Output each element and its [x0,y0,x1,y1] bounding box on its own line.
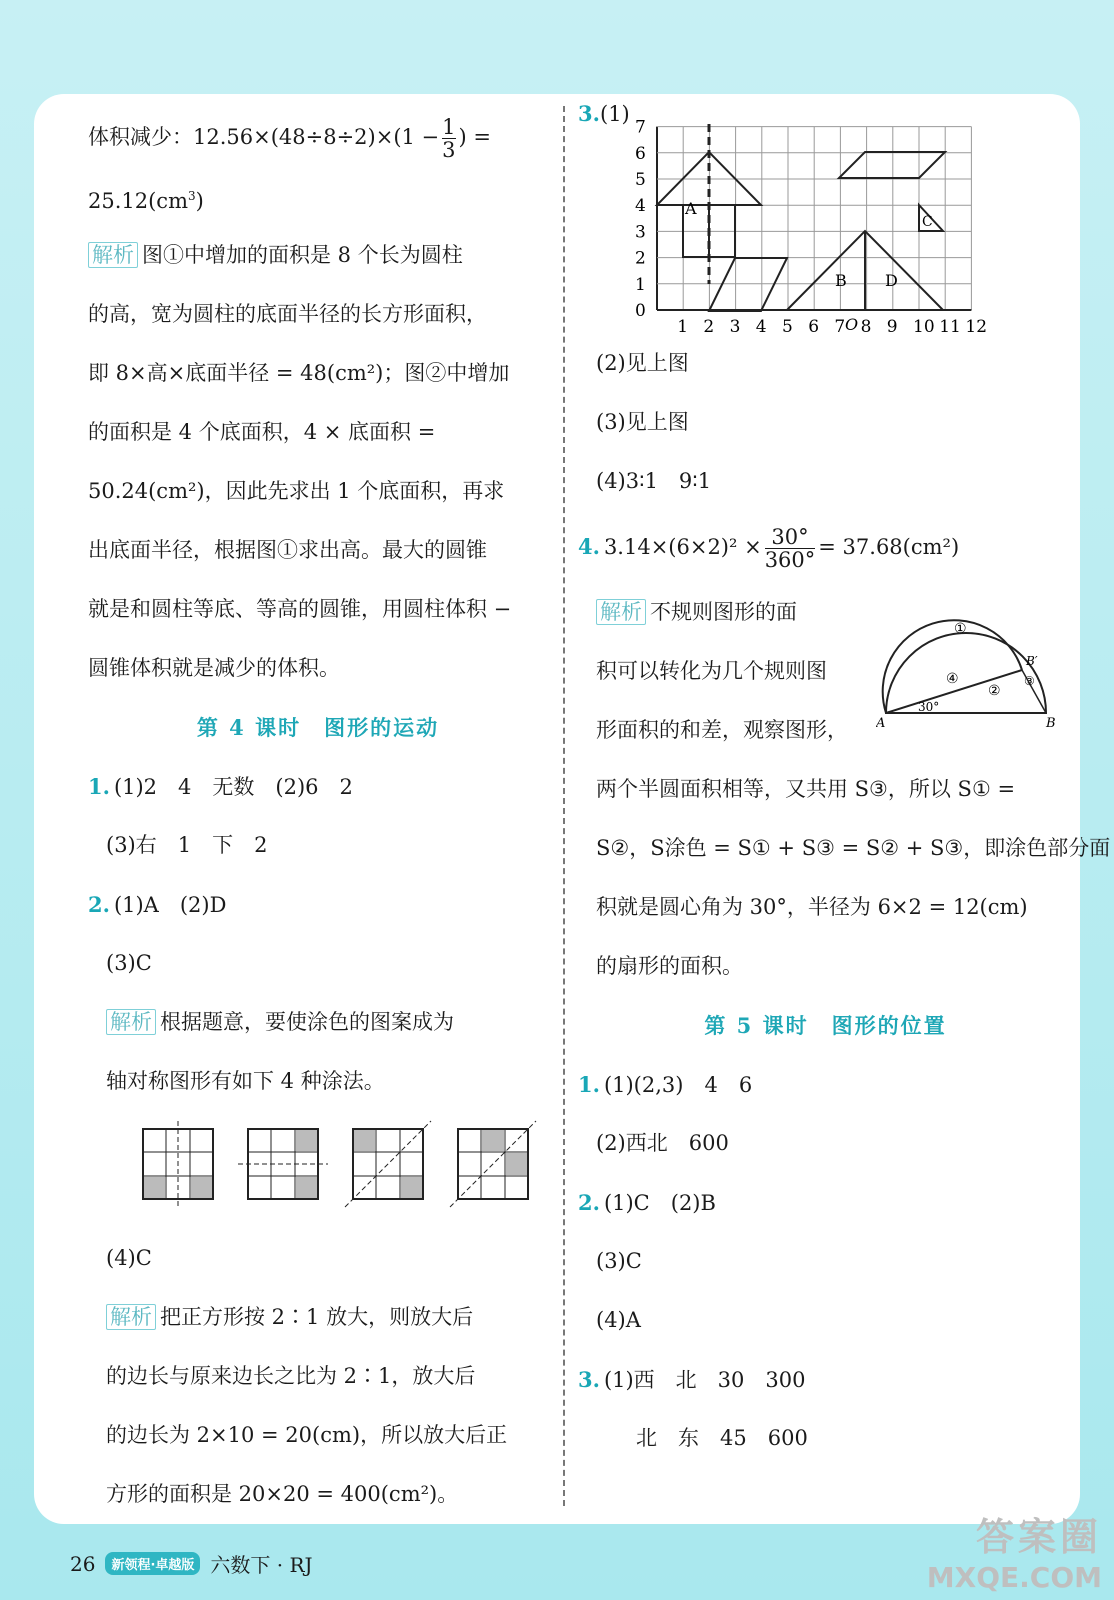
answer-4: 4. 3.14×(6×2)² × $\frac{30^\circ}{360^\circ}$ = 37.68(cm²) [578,525,960,572]
label-a: A [685,199,697,218]
analysis-line: 积可以转化为几个规则图 [596,659,827,683]
page-footer [70,1549,313,1578]
analysis-line: 的边长与原来边长之比为 2∶1，放大后 [106,1364,476,1388]
analysis-line: 积就是圆心角为 30°，半径为 6×2 = 12(cm) [596,895,1028,919]
label-d: D [885,271,898,290]
analysis-tag: 解析 [596,599,646,625]
analysis-line: 解析 把正方形按 2∶1 放大，则放大后 [88,1288,548,1347]
grid-figures [88,1111,548,1229]
answer-line: (4)3∶1 9∶1 [596,469,712,493]
svg-text:A: A [876,716,886,731]
grid-pattern-2 [238,1129,328,1199]
analysis-line: 的扇形的面积。 [596,954,743,978]
coordinate-figure: 3. (1) A C B D O 1 2 3 4 5 6 7 8 9 10 11 12 0 1 2 3 4 5 6 7 [578,94,1073,334]
svg-text:30°: 30° [918,700,940,714]
brand-badge: 新领程·卓越版 [105,1552,200,1575]
analysis-line: 形面积的和差，观察图形， [596,718,848,742]
analysis-line: 解析 图①中增加的面积是 8 个长为圆柱 [88,226,548,285]
analysis-line: 就是和圆柱等底、等高的圆锥，用圆柱体积 − [88,597,512,621]
left-column [88,108,548,1524]
x-tick-label: 7 [834,317,846,334]
y-tick-label: 4 [635,196,646,217]
answer-line: (3)C [106,951,152,975]
watermark: 答案圈 MXQE.COM [926,1515,1102,1594]
analysis-tag: 解析 [106,1009,156,1035]
svg-text:④: ④ [946,671,959,687]
svg-text:②: ② [988,683,1001,699]
answer-line: (3)见上图 [596,410,689,434]
label-o: O [845,315,859,334]
grid-pattern-4 [450,1121,536,1207]
answer-line: (3)C [596,1249,642,1273]
y-tick-label: 2 [635,248,646,269]
analysis-line: 的高，宽为圆柱的底面半径的长方形面积， [88,302,487,326]
section-heading: 第 4 课时 图形的运动 [196,715,440,740]
right-column [578,94,1111,1468]
answer-line: 北 东 45 600 [636,1426,808,1450]
answer-p3: 3. (1)西 北 30 300 [578,1367,806,1392]
analysis-line: 圆锥体积就是减少的体积。 [88,656,340,680]
answer-p1: 1. (1)(2,3) 4 6 [578,1072,753,1097]
x-tick-label: 5 [782,317,793,334]
semicircle-analysis [578,583,1073,760]
analysis-line: 两个半圆面积相等，又共用 S③，所以 S① = [596,777,1016,801]
analysis-line: 出底面半径，根据图①求出高。最大的圆锥 [88,538,487,562]
x-tick-label: 12 [965,317,988,334]
svg-text:B′: B′ [1026,654,1038,668]
volume-result: $25.12(cm^3)$ [88,189,204,213]
x-tick-label: 9 [886,317,898,334]
grid-pattern-3 [345,1121,431,1207]
svg-text:③: ③ [1024,674,1035,688]
answer-line: (4)A [596,1308,641,1332]
analysis-line: 解析 不规则图形的面 [578,583,1073,642]
answer-2: 2. (1)A (2)D [88,892,227,917]
x-tick-label: 8 [860,317,872,334]
y-tick-label: 6 [635,143,646,164]
column-divider [563,106,565,1506]
answer-p2: 2. (1)C (2)B [578,1190,716,1215]
subject-label: 六数下 · RJ [210,1553,313,1577]
analysis-line: 轴对称图形有如下 4 种涂法。 [106,1069,385,1093]
label-b: B [835,271,847,290]
parallelogram-bottom [709,258,787,311]
parallelogram-top [839,152,945,178]
page-number: 26 [70,1551,96,1576]
answer-1: 1. (1)2 4 无数 (2)6 2 [88,774,353,799]
y-tick-label: 0 [635,301,646,321]
analysis-line: 方形的面积是 20×20 = 400(cm²)。 [106,1482,459,1506]
analysis-line: 50.24(cm²)，因此先求出 1 个底面积，再求 [88,479,505,503]
x-tick-label: 2 [703,317,715,334]
x-tick-label: 11 [939,317,961,334]
x-tick-label: 3 [729,317,741,334]
y-tick-label: 1 [635,274,646,295]
answer-line: (2)见上图 [596,351,689,375]
x-tick-label: 4 [755,317,767,334]
section-heading: 第 5 课时 图形的位置 [704,1013,947,1038]
analysis-line: 的边长为 2×10 = 20(cm)，所以放大后正 [106,1423,508,1447]
svg-text:B: B [1046,716,1056,731]
x-tick-label: 6 [808,317,820,334]
analysis-line: S②，S涂色 = S① + S③ = S② + S③，即涂色部分面 [596,836,1111,860]
analysis-tag: 解析 [88,242,138,268]
grid-pattern-1 [143,1121,213,1207]
y-tick-label: 3 [635,222,646,243]
four-grid-patterns [88,1111,548,1229]
analysis-line: 解析 根据题意，要使涂色的图案成为 [88,993,548,1052]
y-tick-label: 5 [635,170,646,190]
label-c: C [922,214,933,230]
analysis-tag: 解析 [106,1304,156,1330]
answer-line: (3)右 1 下 2 [106,833,268,857]
svg-text:①: ① [954,621,967,637]
fraction: $\frac{1}{3}$ [442,115,456,162]
volume-line: 体积减少：12.56×(48÷8÷2)×(1 − $\frac{1}{3}$ ) = [88,115,491,162]
analysis-line: 的面积是 4 个底面积，4 × 底面积 = [88,420,436,444]
analysis-line: 即 8×高×底面半径 = 48(cm²)；图②中增加 [88,361,510,385]
coordinate-grid [633,94,1073,334]
x-tick-label: 1 [677,317,689,334]
answer-line: (4)C [106,1246,152,1270]
y-tick-label: 7 [635,117,646,138]
answer-line: (2)西北 600 [596,1131,729,1155]
x-tick-label: 10 [913,317,935,334]
semicircle-figure [876,603,1056,733]
